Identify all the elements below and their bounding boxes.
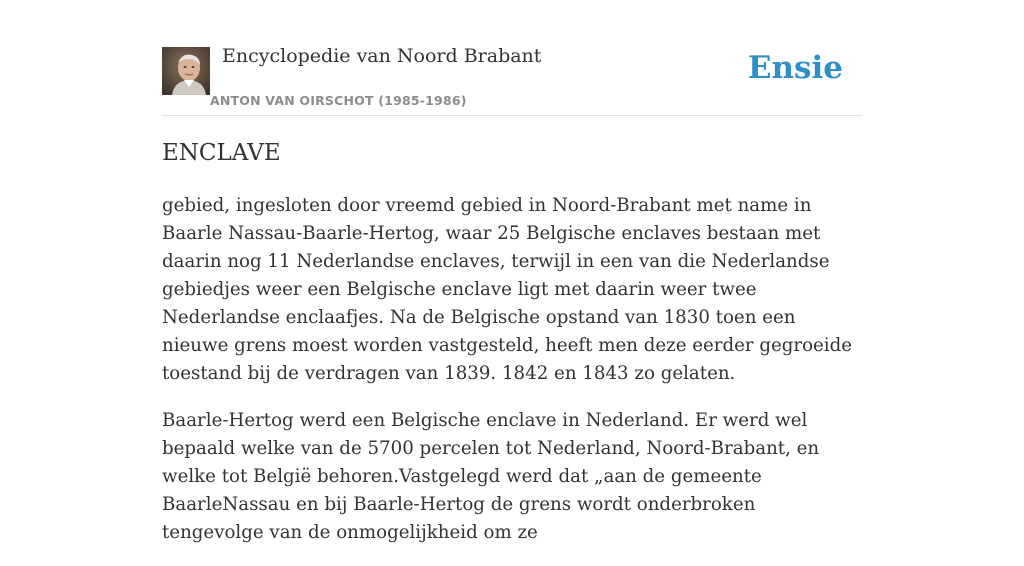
entry-paragraph: Baarle-Hertog werd een Belgische enclave in Nederland. Er werd wel bepaald welke van de 5700 percelen tot Nederland, Noord-Brabant, en welke tot België behoren.Vastgelegd werd dat „aan de gemeente BaarleNassau en bij Baarle-Hertog de grens wordt onderbroken tengevolge van de onmogelijkheid om ze — [162, 410, 820, 543]
brand-logo[interactable]: Ensie — [747, 50, 843, 86]
entry-title: ENCLAVE — [162, 140, 281, 166]
book-title[interactable]: Encyclopedie van Noord Brabant — [222, 45, 542, 67]
author-portrait-icon — [162, 47, 210, 95]
author-avatar[interactable] — [162, 47, 210, 95]
header — [162, 0, 862, 116]
author-name[interactable]: ANTON VAN OIRSCHOT (1985-1986) — [210, 93, 467, 108]
page — [162, 0, 862, 543]
entry-body — [162, 192, 862, 566]
entry-paragraph: gebied, ingesloten door vreemd gebied in Noord-Brabant met name in Baarle Nassau-Baarle-Hertog, waar 25 Belgische enclaves bestaan met daarin nog 11 Nederlandse enclaves, terwijl in een van die Nederlandse gebiedjes weer een Belgische enclave ligt met daarin weer twee Nederlandse enclaafjes. Na de Belgische opstand van 1830 toen een nieuwe grens moest worden vastgesteld, heeft men deze eerder gegroeide toestand bij de verdragen van 1839. 1842 en 1843 zo gelaten. — [162, 195, 853, 384]
